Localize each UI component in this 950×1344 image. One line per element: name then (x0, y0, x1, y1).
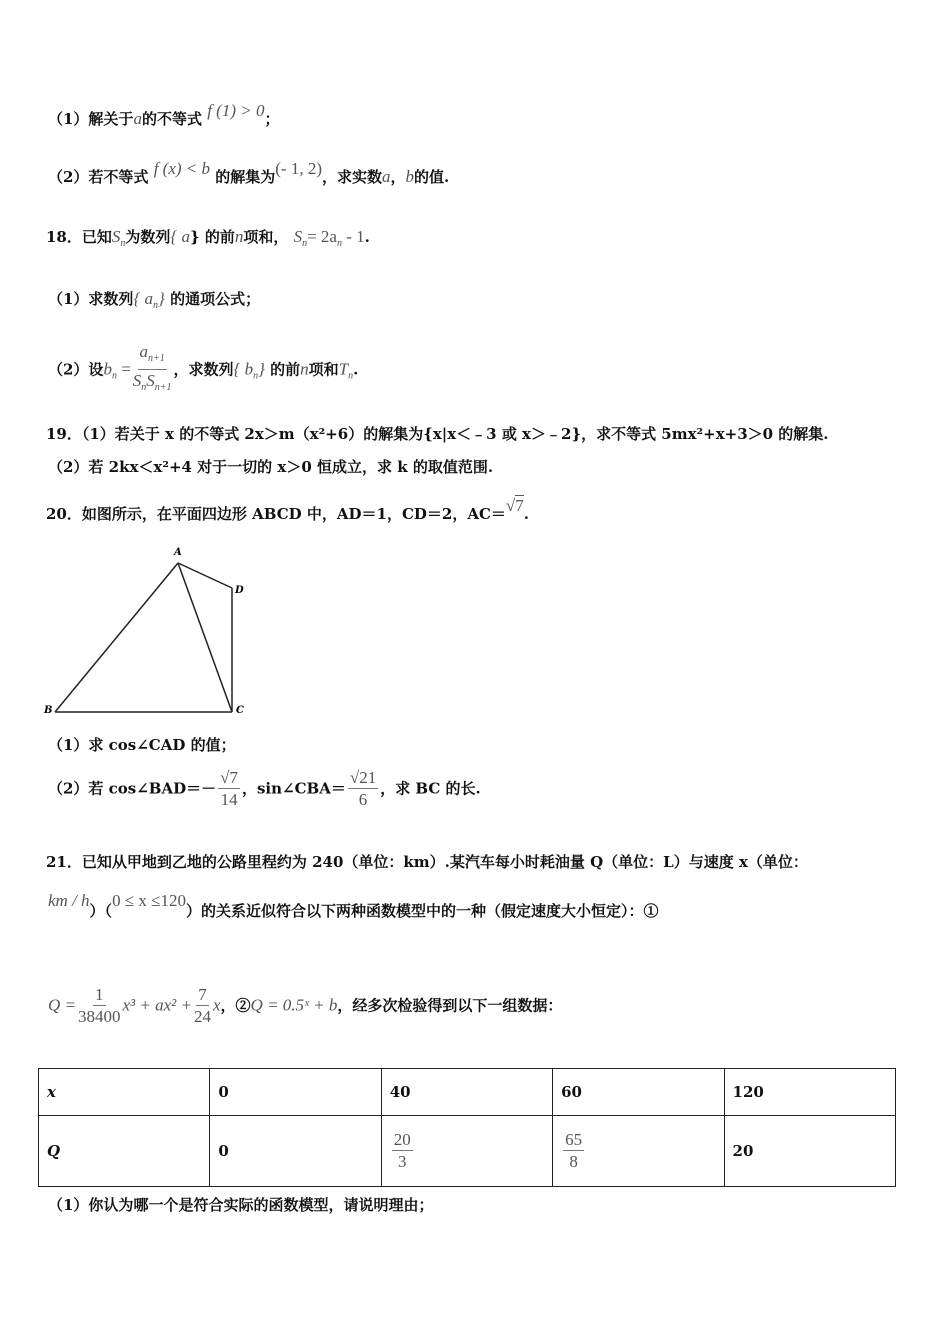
table-row (39, 1069, 896, 1116)
q18-intro (46, 226, 370, 249)
text: ）的关系近似符合以下两种函数模型中的一种（假定速度大小恒定）：① (185, 902, 659, 920)
math: n (120, 238, 126, 249)
math: a (133, 109, 142, 128)
denominator: 38400 (78, 1007, 121, 1026)
table-row (39, 1116, 896, 1187)
math: } (158, 289, 165, 308)
text: （1）解关于 (48, 110, 134, 128)
text: ，经多次检验得到以下一组数据： (337, 996, 563, 1015)
math: 7 (515, 496, 524, 515)
text: 的通项公式； (170, 290, 261, 308)
question-number: 18．已知 (46, 228, 112, 246)
fraction (348, 768, 378, 811)
text: 的解集为 (215, 168, 276, 186)
fraction (78, 985, 121, 1028)
text: . (353, 360, 359, 379)
text: ）（ (89, 902, 113, 920)
cell: 20 (724, 1116, 895, 1187)
q21-line1: 21．已知从甲地到乙地的公路里程约为 240（单位：km）.某汽车每小时耗油量 Q（单位：L）与速度 x（单位： (46, 853, 808, 871)
cell: Q (47, 1142, 61, 1160)
cell: x (47, 1083, 56, 1101)
math: n (111, 370, 117, 382)
math: Q = 0.5ˣ + b (250, 995, 338, 1015)
math: km / h (48, 891, 90, 910)
denominator: 24 (193, 1007, 211, 1026)
text: ，求数列 (173, 360, 234, 379)
math: T (338, 359, 349, 379)
math: { a (133, 289, 154, 308)
text: ； (264, 110, 280, 128)
math: S (111, 227, 121, 246)
text: 为数列 (125, 228, 171, 246)
label-A: A (174, 547, 182, 558)
numerator: 1 (95, 985, 104, 1004)
text: } 的前 (189, 228, 235, 246)
math: = 2a (307, 227, 337, 246)
cell: 120 (724, 1069, 895, 1116)
text: （2）若不等式 (48, 168, 149, 186)
fraction (194, 985, 211, 1028)
denominator: 14 (220, 790, 238, 809)
text: 20．如图所示，在平面四边形 ABCD 中，AD＝1，CD＝2，AC＝ (46, 505, 506, 523)
math: f (x) < b (153, 159, 210, 178)
label-C: C (236, 705, 244, 716)
text: 的前 (270, 360, 301, 379)
cell: 0 (210, 1069, 381, 1116)
math: } (258, 359, 265, 379)
math: n (302, 238, 308, 249)
q21-line2 (48, 891, 659, 921)
text: 的值. (414, 168, 450, 186)
q20-part2 (48, 768, 481, 811)
math: n+1 (154, 382, 172, 393)
cell: 60 (553, 1069, 724, 1116)
text: ， (390, 168, 406, 186)
text: 项和 (308, 360, 339, 379)
cell: 0 (210, 1116, 381, 1187)
math: x (212, 995, 221, 1015)
math: n+1 (148, 353, 165, 364)
math: b (405, 167, 415, 186)
cell (381, 1116, 552, 1187)
q20-part1: （1）求 cos∠CAD 的值； (48, 736, 236, 754)
math: (- 1, 2) (275, 159, 322, 178)
math: { b (233, 359, 254, 379)
math: n (141, 382, 147, 393)
numerator: 65 (565, 1129, 583, 1149)
q19-part2: （2）若 2kx＜x²+4 对于一切的 x＞0 恒成立，求 k 的取值范围. (48, 458, 494, 476)
label-D: D (235, 585, 244, 596)
numerator: 20 (393, 1129, 411, 1149)
numerator: 7 (198, 985, 207, 1004)
math: n (153, 300, 159, 311)
text: （1）求数列 (48, 290, 134, 308)
math: a (382, 167, 391, 186)
text: （2）若 cos∠BAD＝－ (48, 779, 217, 798)
text: 的不等式 (141, 110, 202, 128)
cell (553, 1116, 724, 1187)
math: 0 ≤ x ≤120 (112, 891, 186, 910)
math: n (253, 370, 259, 382)
q21-part1: （1）你认为哪一个是符合实际的函数模型，请说明理由； (48, 1196, 434, 1214)
math: b (103, 359, 112, 379)
math: Q = (48, 995, 76, 1015)
math: f (1) > 0 (207, 101, 265, 120)
math: = (116, 359, 131, 379)
q20-intro (46, 496, 529, 524)
math: { a (170, 227, 190, 246)
math: S (146, 371, 155, 390)
q19-part1: 19．（1）若关于 x 的不等式 2x＞m（x²+6）的解集为{x|x＜﹣3 或 x＞﹣2}，求不等式 5mx²+x+3＞0 的解集. (46, 425, 829, 443)
math: n (336, 238, 342, 249)
text: ，② (220, 996, 251, 1015)
data-table (38, 1068, 896, 1187)
denominator: 3 (397, 1151, 407, 1171)
math: - 1 (341, 227, 365, 246)
cell: 40 (381, 1069, 552, 1116)
math: n (300, 359, 309, 379)
text: . (523, 505, 529, 523)
q17-part2 (48, 159, 450, 187)
text: 项和， (243, 228, 289, 246)
text: ，求 BC 的长. (380, 779, 481, 798)
sqrt: √7 (505, 496, 524, 515)
denominator: 8 (569, 1151, 578, 1171)
text: （2）设 (48, 360, 104, 379)
numerator: √21 (349, 768, 377, 787)
q17-part1 (48, 101, 280, 129)
math: a (139, 342, 149, 361)
text: . (364, 228, 370, 246)
q18-part1 (48, 288, 260, 311)
quadrilateral-figure (40, 540, 260, 725)
fraction (133, 342, 172, 399)
numerator: √7 (220, 768, 238, 787)
math: n (348, 370, 354, 382)
denominator: 6 (358, 790, 368, 809)
math: S (132, 371, 142, 390)
label-B: B (44, 705, 53, 716)
math: S (293, 227, 303, 246)
fraction (218, 768, 240, 811)
math: x³ + ax² + (122, 995, 192, 1015)
q21-models (48, 985, 562, 1028)
text: ，求实数 (321, 168, 382, 186)
text: ，sin∠CBA＝ (241, 779, 346, 798)
q18-part2 (48, 342, 358, 399)
math: n (234, 227, 244, 246)
